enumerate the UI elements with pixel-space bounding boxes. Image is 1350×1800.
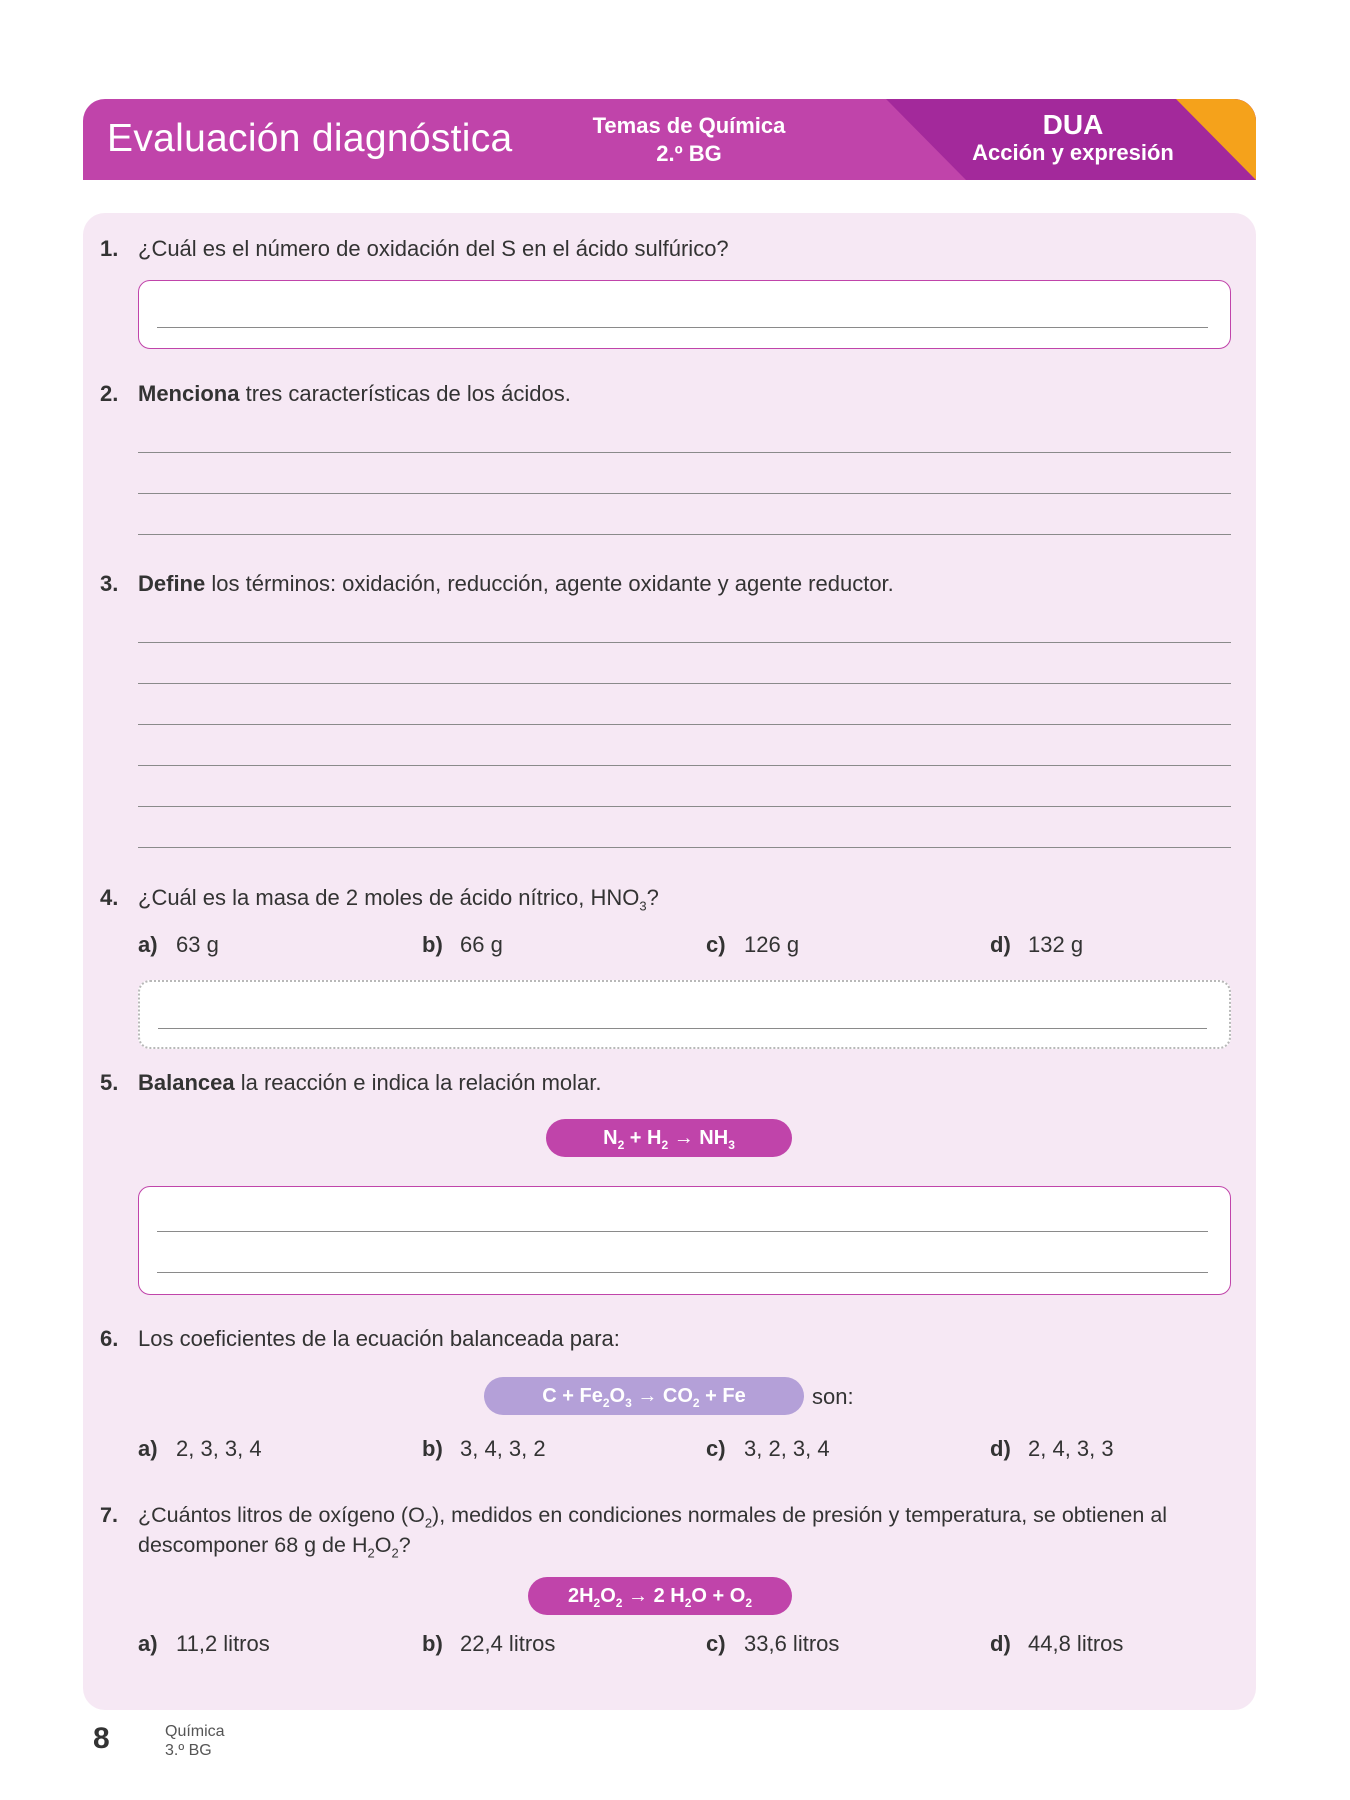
question-6 [100, 1326, 620, 1352]
option-7a[interactable] [138, 1631, 270, 1657]
answer-line-3-2[interactable] [138, 683, 1231, 684]
subscript: 2 [615, 1596, 623, 1610]
option-4c[interactable] [706, 932, 799, 958]
option-letter: a) [138, 1436, 158, 1461]
formula-pill-6 [484, 1377, 804, 1415]
question-number: 2. [100, 381, 119, 406]
formula-part: + Fe [699, 1385, 746, 1407]
answer-line-2-2[interactable] [138, 493, 1231, 494]
answer-line-3-1[interactable] [138, 642, 1231, 643]
footer-grade: 3.º BG [165, 1742, 212, 1759]
question-7-line-2 [138, 1533, 411, 1560]
page-header [83, 99, 1256, 180]
option-4b[interactable] [422, 932, 503, 958]
question-verb: Balancea [138, 1070, 235, 1095]
option-value: 2, 4, 3, 3 [1028, 1436, 1114, 1461]
subscript: 2 [424, 1515, 433, 1531]
option-letter: a) [138, 1631, 158, 1656]
answer-line-3-6[interactable] [138, 847, 1231, 848]
answer-box-5[interactable] [138, 1186, 1231, 1295]
option-value: 3, 2, 3, 4 [744, 1436, 830, 1461]
formula-part: → NH [668, 1127, 729, 1149]
formula-part: C + Fe [542, 1385, 603, 1407]
subscript: 2 [391, 1545, 399, 1561]
question-text: O [374, 1533, 392, 1557]
answer-line-3-3[interactable] [138, 724, 1231, 725]
question-number: 5. [100, 1070, 119, 1095]
question-text: ¿Cuál es el número de oxidación del S en el ácido sulfúrico? [138, 236, 729, 261]
subscript: 2 [745, 1596, 753, 1610]
subscript: 2 [617, 1138, 625, 1152]
question-verb: Menciona [138, 381, 240, 406]
answer-box-4[interactable] [138, 980, 1231, 1049]
subscript: 3 [639, 898, 647, 914]
formula-part: O + O [691, 1585, 746, 1607]
page-title: Evaluación diagnóstica [107, 117, 513, 160]
question-verb: Define [138, 571, 206, 596]
subscript: 3 [625, 1396, 632, 1410]
option-letter: b) [422, 932, 443, 957]
question-number: 1. [100, 236, 119, 261]
answer-line-3-4[interactable] [138, 765, 1231, 766]
answer-line-2-3[interactable] [138, 534, 1231, 535]
option-6d[interactable] [990, 1436, 1114, 1462]
header-dua [963, 111, 1183, 167]
answer-line-2-1[interactable] [138, 452, 1231, 453]
question-text: los términos: oxidación, reducción, agente oxidante y agente reductor. [205, 571, 894, 596]
question-text: ¿Cuántos litros de oxígeno (O [138, 1503, 425, 1527]
questions-panel [83, 213, 1256, 1710]
option-letter: c) [706, 1631, 726, 1656]
option-letter: c) [706, 1436, 726, 1461]
question-number: 7. [100, 1503, 118, 1527]
option-value: 3, 4, 3, 2 [460, 1436, 546, 1461]
option-letter: d) [990, 1436, 1011, 1461]
formula-part: O [600, 1585, 616, 1607]
subscript: 3 [728, 1138, 735, 1152]
answer-box-1[interactable] [138, 280, 1231, 349]
question-end: ? [646, 885, 659, 910]
option-value: 33,6 litros [744, 1631, 840, 1656]
option-value: 22,4 litros [460, 1631, 556, 1656]
header-dua-line1: DUA [1042, 109, 1104, 140]
question-number: 6. [100, 1326, 119, 1351]
footer-subject-name: Química [165, 1723, 225, 1740]
question-text: ? [398, 1533, 411, 1557]
header-topic-line2: 2.º BG [656, 141, 722, 166]
answer-line-3-5[interactable] [138, 806, 1231, 807]
subscript: 2 [367, 1545, 375, 1561]
formula-part: 2H [567, 1585, 594, 1607]
subscript: 2 [602, 1396, 610, 1410]
option-6c[interactable] [706, 1436, 830, 1462]
question-text: ), medidos en condiciones normales de presión y temperatura, se obtienen al [432, 1503, 1168, 1527]
option-value: 44,8 litros [1028, 1631, 1124, 1656]
subscript: 2 [661, 1138, 669, 1152]
option-6b[interactable] [422, 1436, 546, 1462]
formula-pill-7 [528, 1577, 792, 1615]
question-text: ¿Cuál es la masa de 2 moles de ácido nítrico, HNO [138, 885, 640, 910]
question-7 [100, 1503, 1167, 1530]
option-7c[interactable] [706, 1631, 839, 1657]
question-text: tres características de los ácidos. [239, 381, 571, 406]
option-letter: b) [422, 1436, 443, 1461]
option-letter: a) [138, 932, 158, 957]
formula-suffix: son: [812, 1384, 854, 1409]
footer-subject [165, 1722, 225, 1760]
option-4d[interactable] [990, 932, 1083, 958]
question-5 [100, 1070, 601, 1096]
question-text: la reacción e indica la relación molar. [234, 1070, 602, 1095]
subscript: 2 [593, 1596, 601, 1610]
header-dua-line2: Acción y expresión [972, 140, 1174, 165]
option-4a[interactable] [138, 932, 219, 958]
formula-part: → CO [631, 1385, 693, 1407]
answer-line [157, 1272, 1208, 1273]
question-text: Los coeficientes de la ecuación balanceada para: [138, 1326, 620, 1351]
option-7d[interactable] [990, 1631, 1123, 1657]
option-value: 11,2 litros [176, 1631, 270, 1656]
option-6a[interactable] [138, 1436, 262, 1462]
header-topic [583, 112, 795, 168]
formula-part: + H [624, 1127, 662, 1149]
formula-part: N [603, 1127, 618, 1149]
option-letter: d) [990, 1631, 1011, 1656]
answer-line [157, 1231, 1208, 1232]
formula-part: → 2 H [622, 1585, 685, 1607]
subscript: 2 [692, 1396, 700, 1410]
question-4 [100, 885, 659, 913]
question-text: descomponer 68 g de H [138, 1533, 368, 1557]
option-7b[interactable] [422, 1631, 555, 1657]
question-1 [100, 236, 729, 262]
formula-part: O [609, 1385, 626, 1407]
option-value: 66 g [460, 932, 503, 957]
option-letter: d) [990, 932, 1011, 957]
option-value: 2, 3, 3, 4 [176, 1436, 262, 1461]
option-value: 126 g [744, 932, 800, 957]
option-letter: b) [422, 1631, 443, 1656]
option-value: 132 g [1028, 932, 1084, 957]
option-letter: c) [706, 932, 726, 957]
answer-line [158, 1028, 1207, 1029]
formula-pill-5 [546, 1119, 792, 1157]
option-value: 63 g [176, 932, 219, 957]
question-3 [100, 571, 894, 597]
question-2 [100, 381, 571, 407]
answer-line [157, 327, 1208, 328]
subscript: 2 [684, 1596, 692, 1610]
page-number: 8 [93, 1722, 110, 1755]
question-number: 4. [100, 885, 119, 910]
question-number: 3. [100, 571, 119, 596]
header-topic-line1: Temas de Química [592, 113, 786, 138]
